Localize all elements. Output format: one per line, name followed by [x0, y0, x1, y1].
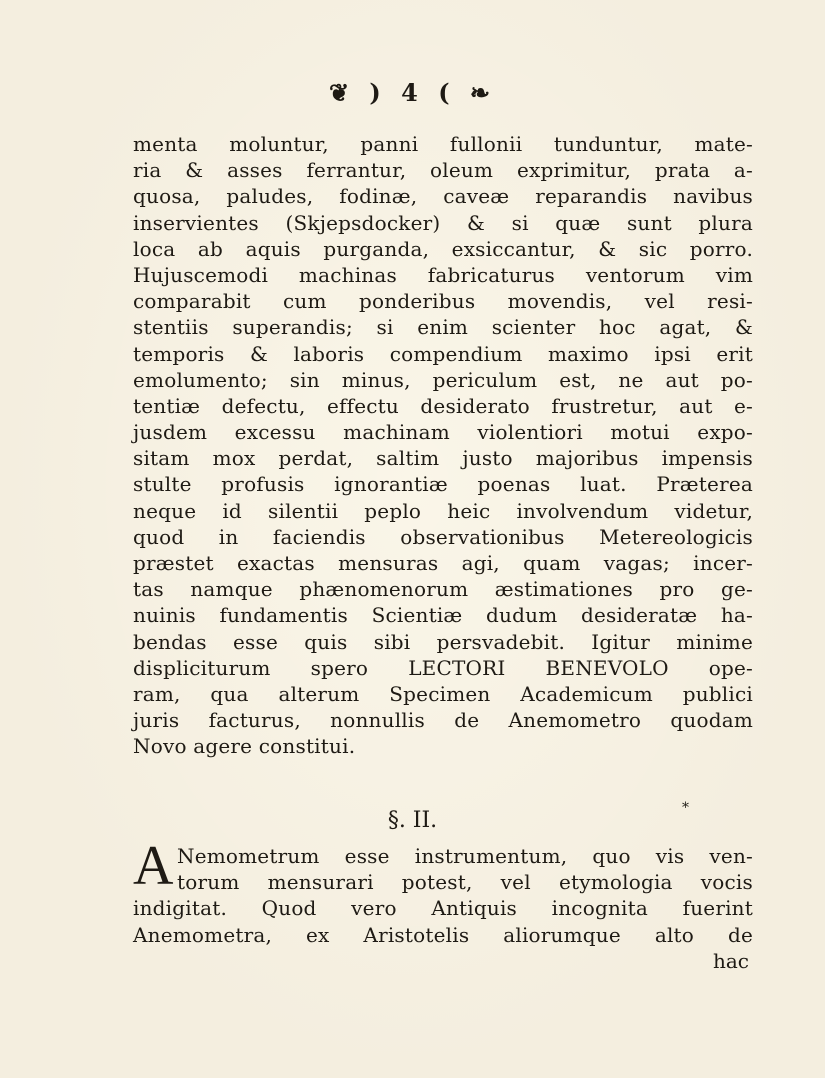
text-line: Hujuscemodi machinas fabricaturus ventorum vim: [133, 262, 753, 287]
text-line: ram, qua alterum Specimen Academicum publici: [133, 681, 753, 706]
catchword: hac: [712, 948, 749, 973]
text-line: stulte profusis ignorantiæ poenas luat. Præterea: [133, 472, 753, 497]
text-line: emolumento; sin minus, periculum est, ne aut po-: [133, 367, 753, 392]
text-line: neque id silentii peplo heic involvendum videtur,: [133, 498, 753, 523]
text-line: temporis & laboris compendium maximo ipsi erit: [133, 341, 753, 366]
paragraph-2: [133, 843, 753, 974]
text-line: displiciturum spero LECTORI BENEVOLO ope-: [133, 655, 753, 680]
text-line: comparabit cum ponderibus movendis, vel resi-: [133, 289, 753, 314]
page-header: ❦ ) 4 ( ❧: [328, 78, 497, 107]
text-line: indigitat. Quod vero Antiquis incognita fuerint: [133, 896, 753, 921]
asterisk-mark: *: [682, 800, 689, 816]
paragraph-1: [133, 131, 753, 760]
text-line: nuinis fundamentis Scientiæ dudum desideratæ ha-: [133, 603, 753, 628]
text-line: inservientes (Skjepsdocker) & si quæ sunt plura: [133, 210, 753, 235]
text-line: tentiæ defectu, effectu desiderato frustretur, aut e-: [133, 393, 753, 418]
text-line: Nemometrum esse instrumentum, quo vis ven-: [177, 844, 753, 868]
text-line: quod in faciendis observationibus Metereologicis: [133, 524, 753, 549]
text-line: ria & asses ferrantur, oleum exprimitur, prata a-: [133, 158, 753, 183]
text-line: stentiis superandis; si enim scienter hoc agat, &: [133, 315, 753, 340]
text-line: loca ab aquis purganda, exsiccantur, & sic porro.: [133, 236, 753, 261]
text-line: juris facturus, nonnullis de Anemometro quodam: [133, 708, 753, 733]
text-line: sitam mox perdat, saltim justo majoribus impensis: [133, 446, 753, 471]
text-line: jusdem excessu machinam violentiori motui expo-: [133, 420, 753, 445]
text-line: Novo agere constitui.: [133, 734, 356, 759]
text-line: quosa, paludes, fodinæ, caveæ reparandis navibus: [133, 184, 753, 209]
text-line: Anemometra, ex Aristotelis aliorumque alto de: [133, 922, 753, 947]
drop-cap: A: [133, 835, 174, 897]
section-heading: §. II.: [387, 808, 438, 833]
text-line: torum mensurari potest, vel etymologia vocis: [177, 870, 753, 895]
text-line: præstet exactas mensuras agi, quam vagas; incer-: [133, 551, 753, 575]
text-line: bendas esse quis sibi persvadebit. Igitur minime: [133, 629, 753, 654]
text-line: menta moluntur, panni fullonii tunduntur, mate-: [133, 132, 753, 156]
text-line: tas namque phænomenorum æstimationes pro ge-: [133, 577, 753, 602]
